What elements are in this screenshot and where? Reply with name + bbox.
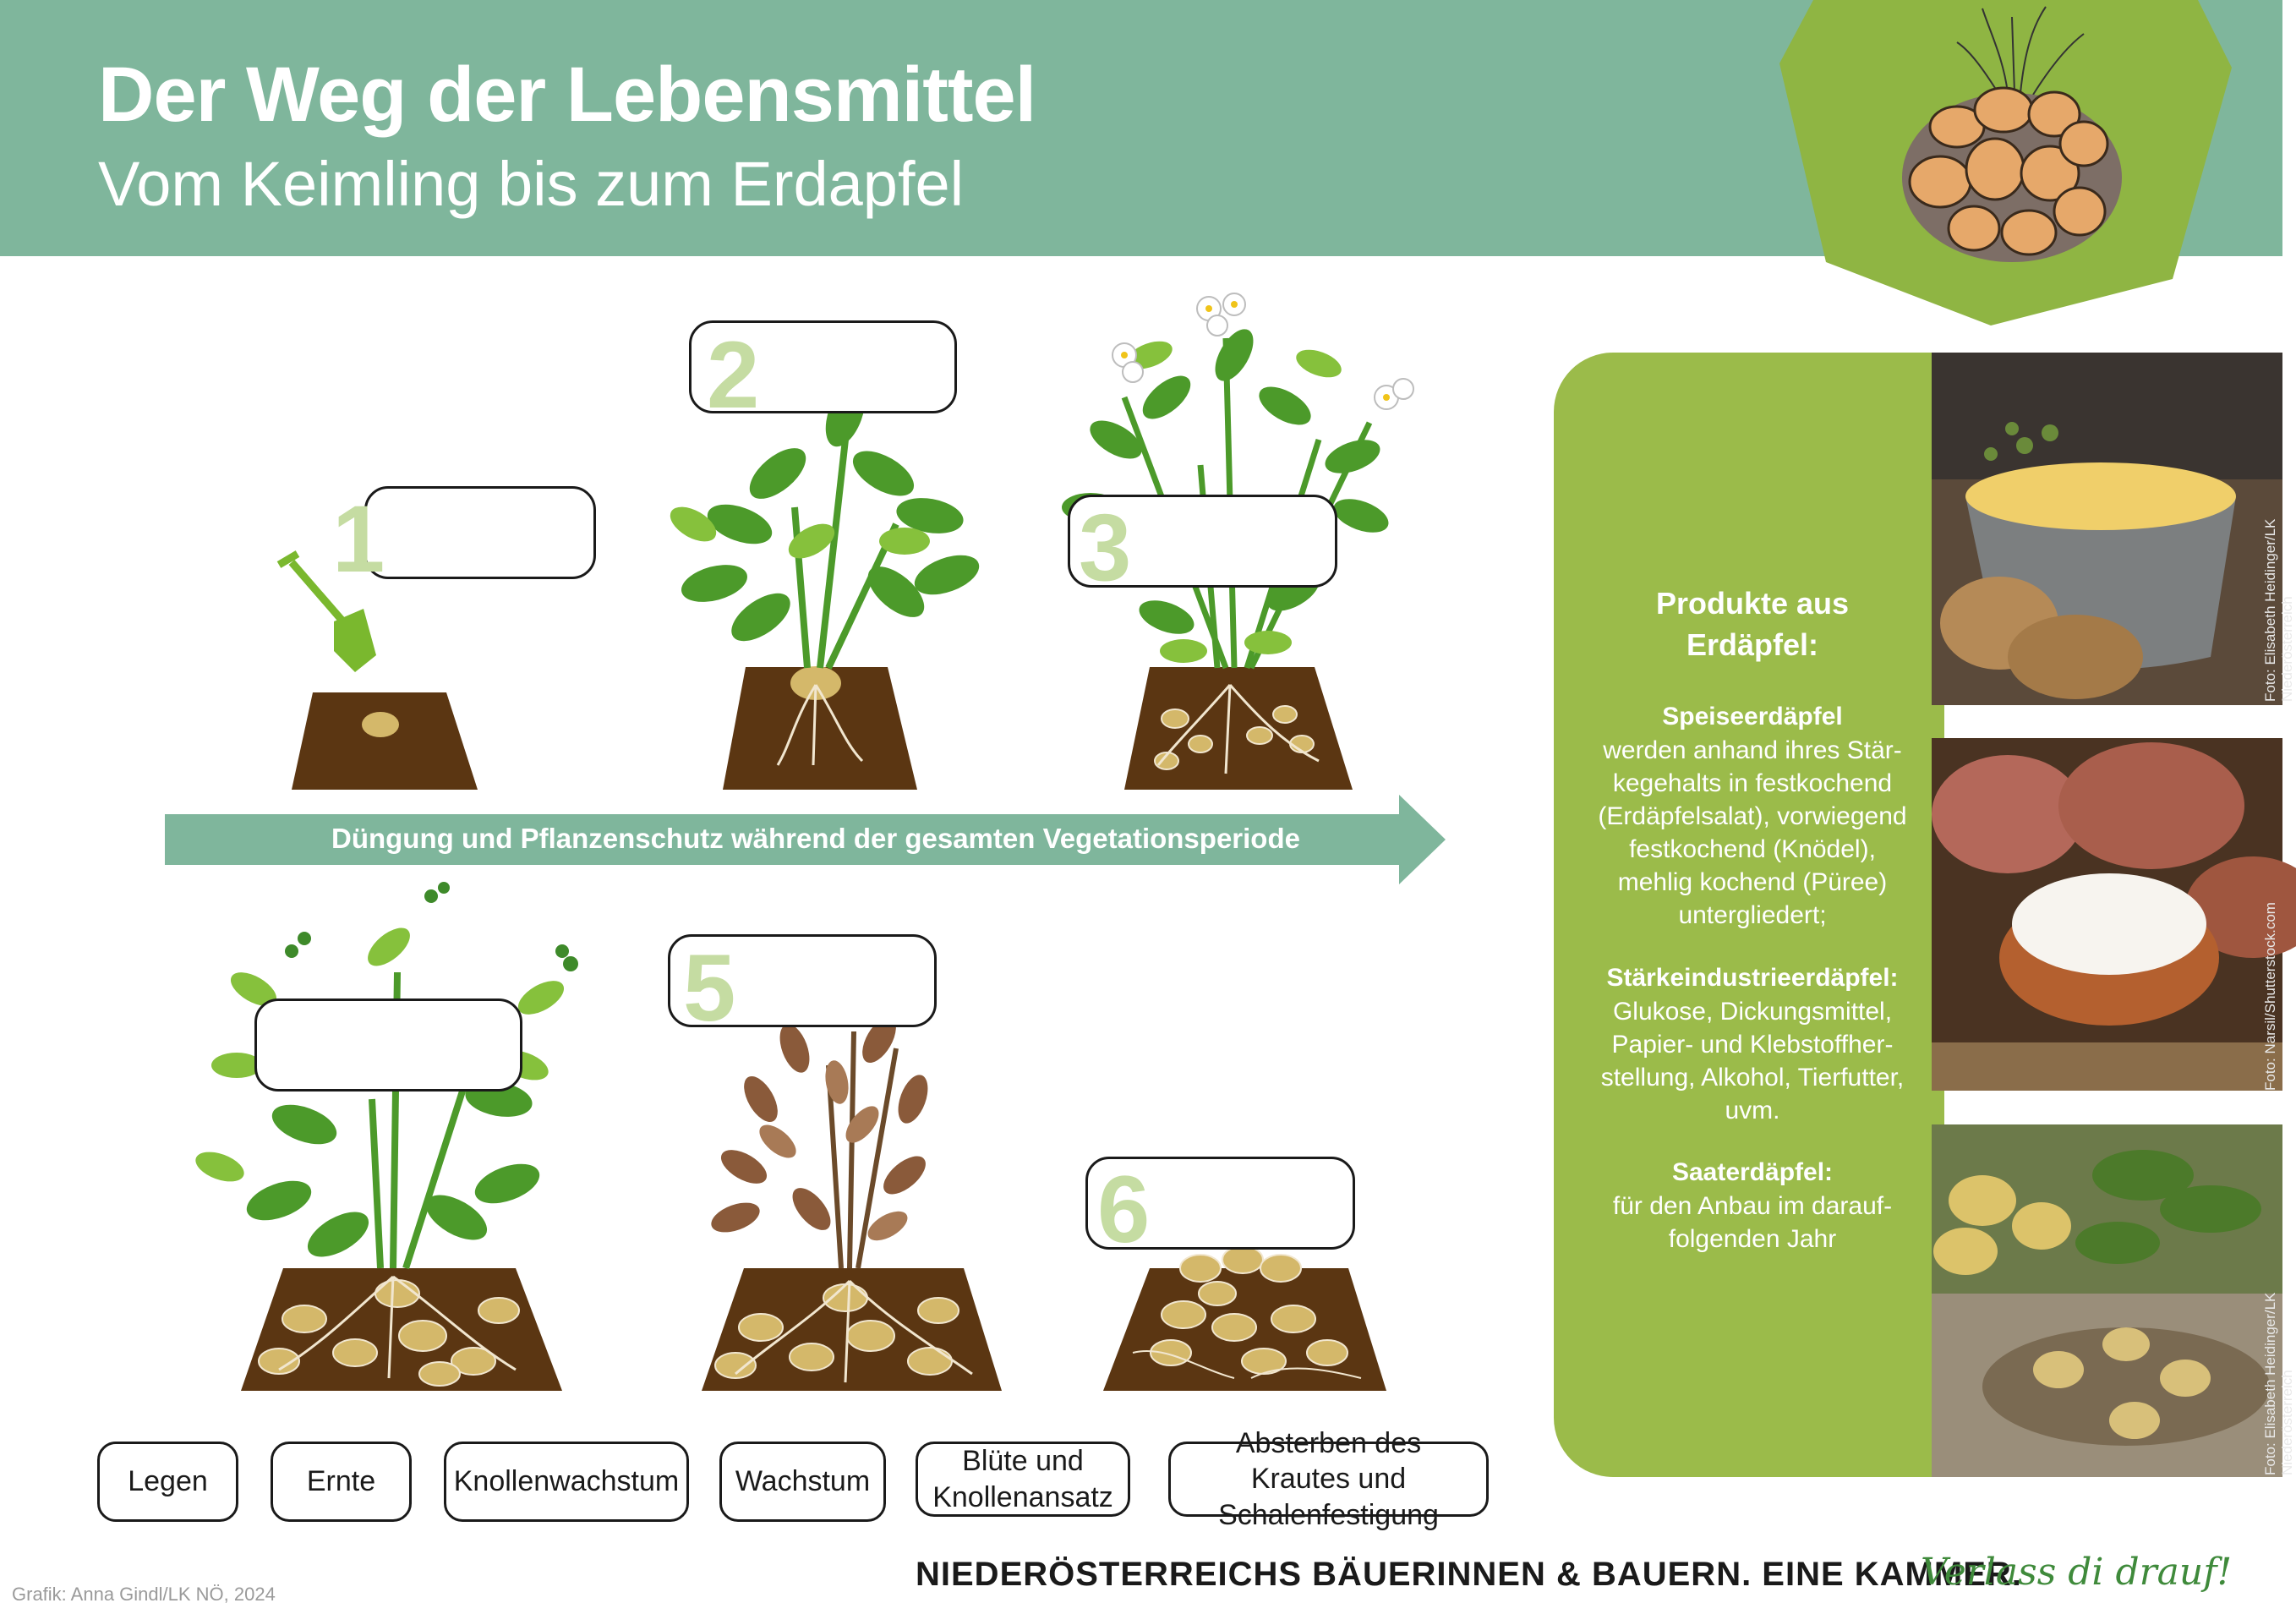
stage-4-illustration bbox=[192, 882, 578, 1391]
products-heading: Produkte aus Erdäpfel: bbox=[1655, 586, 1850, 662]
arrow-label: Düngung und Pflanzenschutz während der gesamten Vegetationsperiode bbox=[331, 823, 1300, 854]
product-title-saat: Saaterdäpfel: bbox=[1671, 1158, 1834, 1186]
label-absterben[interactable]: Absterben des Krautes und Schalenfestigung bbox=[1168, 1442, 1489, 1517]
stage-5-number: 5 bbox=[683, 935, 736, 1041]
photo-seed-potatoes bbox=[1932, 1124, 2282, 1477]
stage-4-answer-box[interactable] bbox=[254, 998, 522, 1092]
product-title-speise: Speiseerdäpfel bbox=[1662, 703, 1843, 730]
product-title-staerke: Stärkeindustrieerdäpfel: bbox=[1606, 964, 1899, 992]
product-text-speise: werden anhand ihres Stär-kegehalts in festkochend (Erdäpfelsalat), vorwiegend festkochend (Knödel), mehlig kochend (Püree) untergliedert; bbox=[1598, 736, 1907, 929]
page-subtitle: Vom Keimling bis zum Erdapfel bbox=[98, 149, 965, 219]
label-legen[interactable]: Legen bbox=[97, 1442, 238, 1522]
photo-credit-2: Foto: Narsil/Shutterstock.com bbox=[2262, 902, 2278, 1091]
photo-credit-3: Foto: Elisabeth Heidinger/LK Niederösterreich bbox=[2262, 1292, 2295, 1475]
stage-2-number: 2 bbox=[707, 322, 760, 428]
organisation-claim: NIEDERÖSTERREICHS BÄUERINNEN & BAUERN. EINE KAMMER. bbox=[916, 1556, 2022, 1593]
label-ernte[interactable]: Ernte bbox=[271, 1442, 412, 1522]
label-knollenwachstum[interactable]: Knollenwachstum bbox=[444, 1442, 689, 1522]
photo-credit-1: Foto: Elisabeth Heidinger/LK Niederösterreich bbox=[2262, 518, 2295, 702]
label-bluete[interactable]: Blüte und Knollenansatz bbox=[916, 1442, 1130, 1517]
stage-3-number: 3 bbox=[1079, 495, 1132, 600]
stage-6-illustration bbox=[1103, 1246, 1386, 1391]
label-wachstum[interactable]: Wachstum bbox=[719, 1442, 886, 1522]
stage-1-number: 1 bbox=[332, 486, 385, 592]
stage-6-number: 6 bbox=[1097, 1157, 1151, 1262]
stage-2-illustration bbox=[664, 377, 984, 790]
product-text-saat: für den Anbau im darauf-folgenden Jahr bbox=[1612, 1192, 1893, 1253]
graphic-credit: Grafik: Anna Gindl/LK NÖ, 2024 bbox=[12, 1584, 276, 1605]
photo-mashed-potatoes bbox=[1932, 353, 2282, 705]
stage-1-answer-box[interactable] bbox=[364, 486, 596, 579]
product-text-staerke: Glukose, Dickungsmittel, Papier- und Klebstoffher-stellung, Alkohol, Tierfutter, uvm. bbox=[1600, 998, 1905, 1124]
stage-5-illustration bbox=[702, 1012, 1002, 1391]
slogan: Verlass di drauf! bbox=[1921, 1551, 2233, 1594]
page-title: Der Weg der Lebensmittel bbox=[98, 52, 1036, 138]
photo-potato-starch bbox=[1932, 738, 2282, 1091]
